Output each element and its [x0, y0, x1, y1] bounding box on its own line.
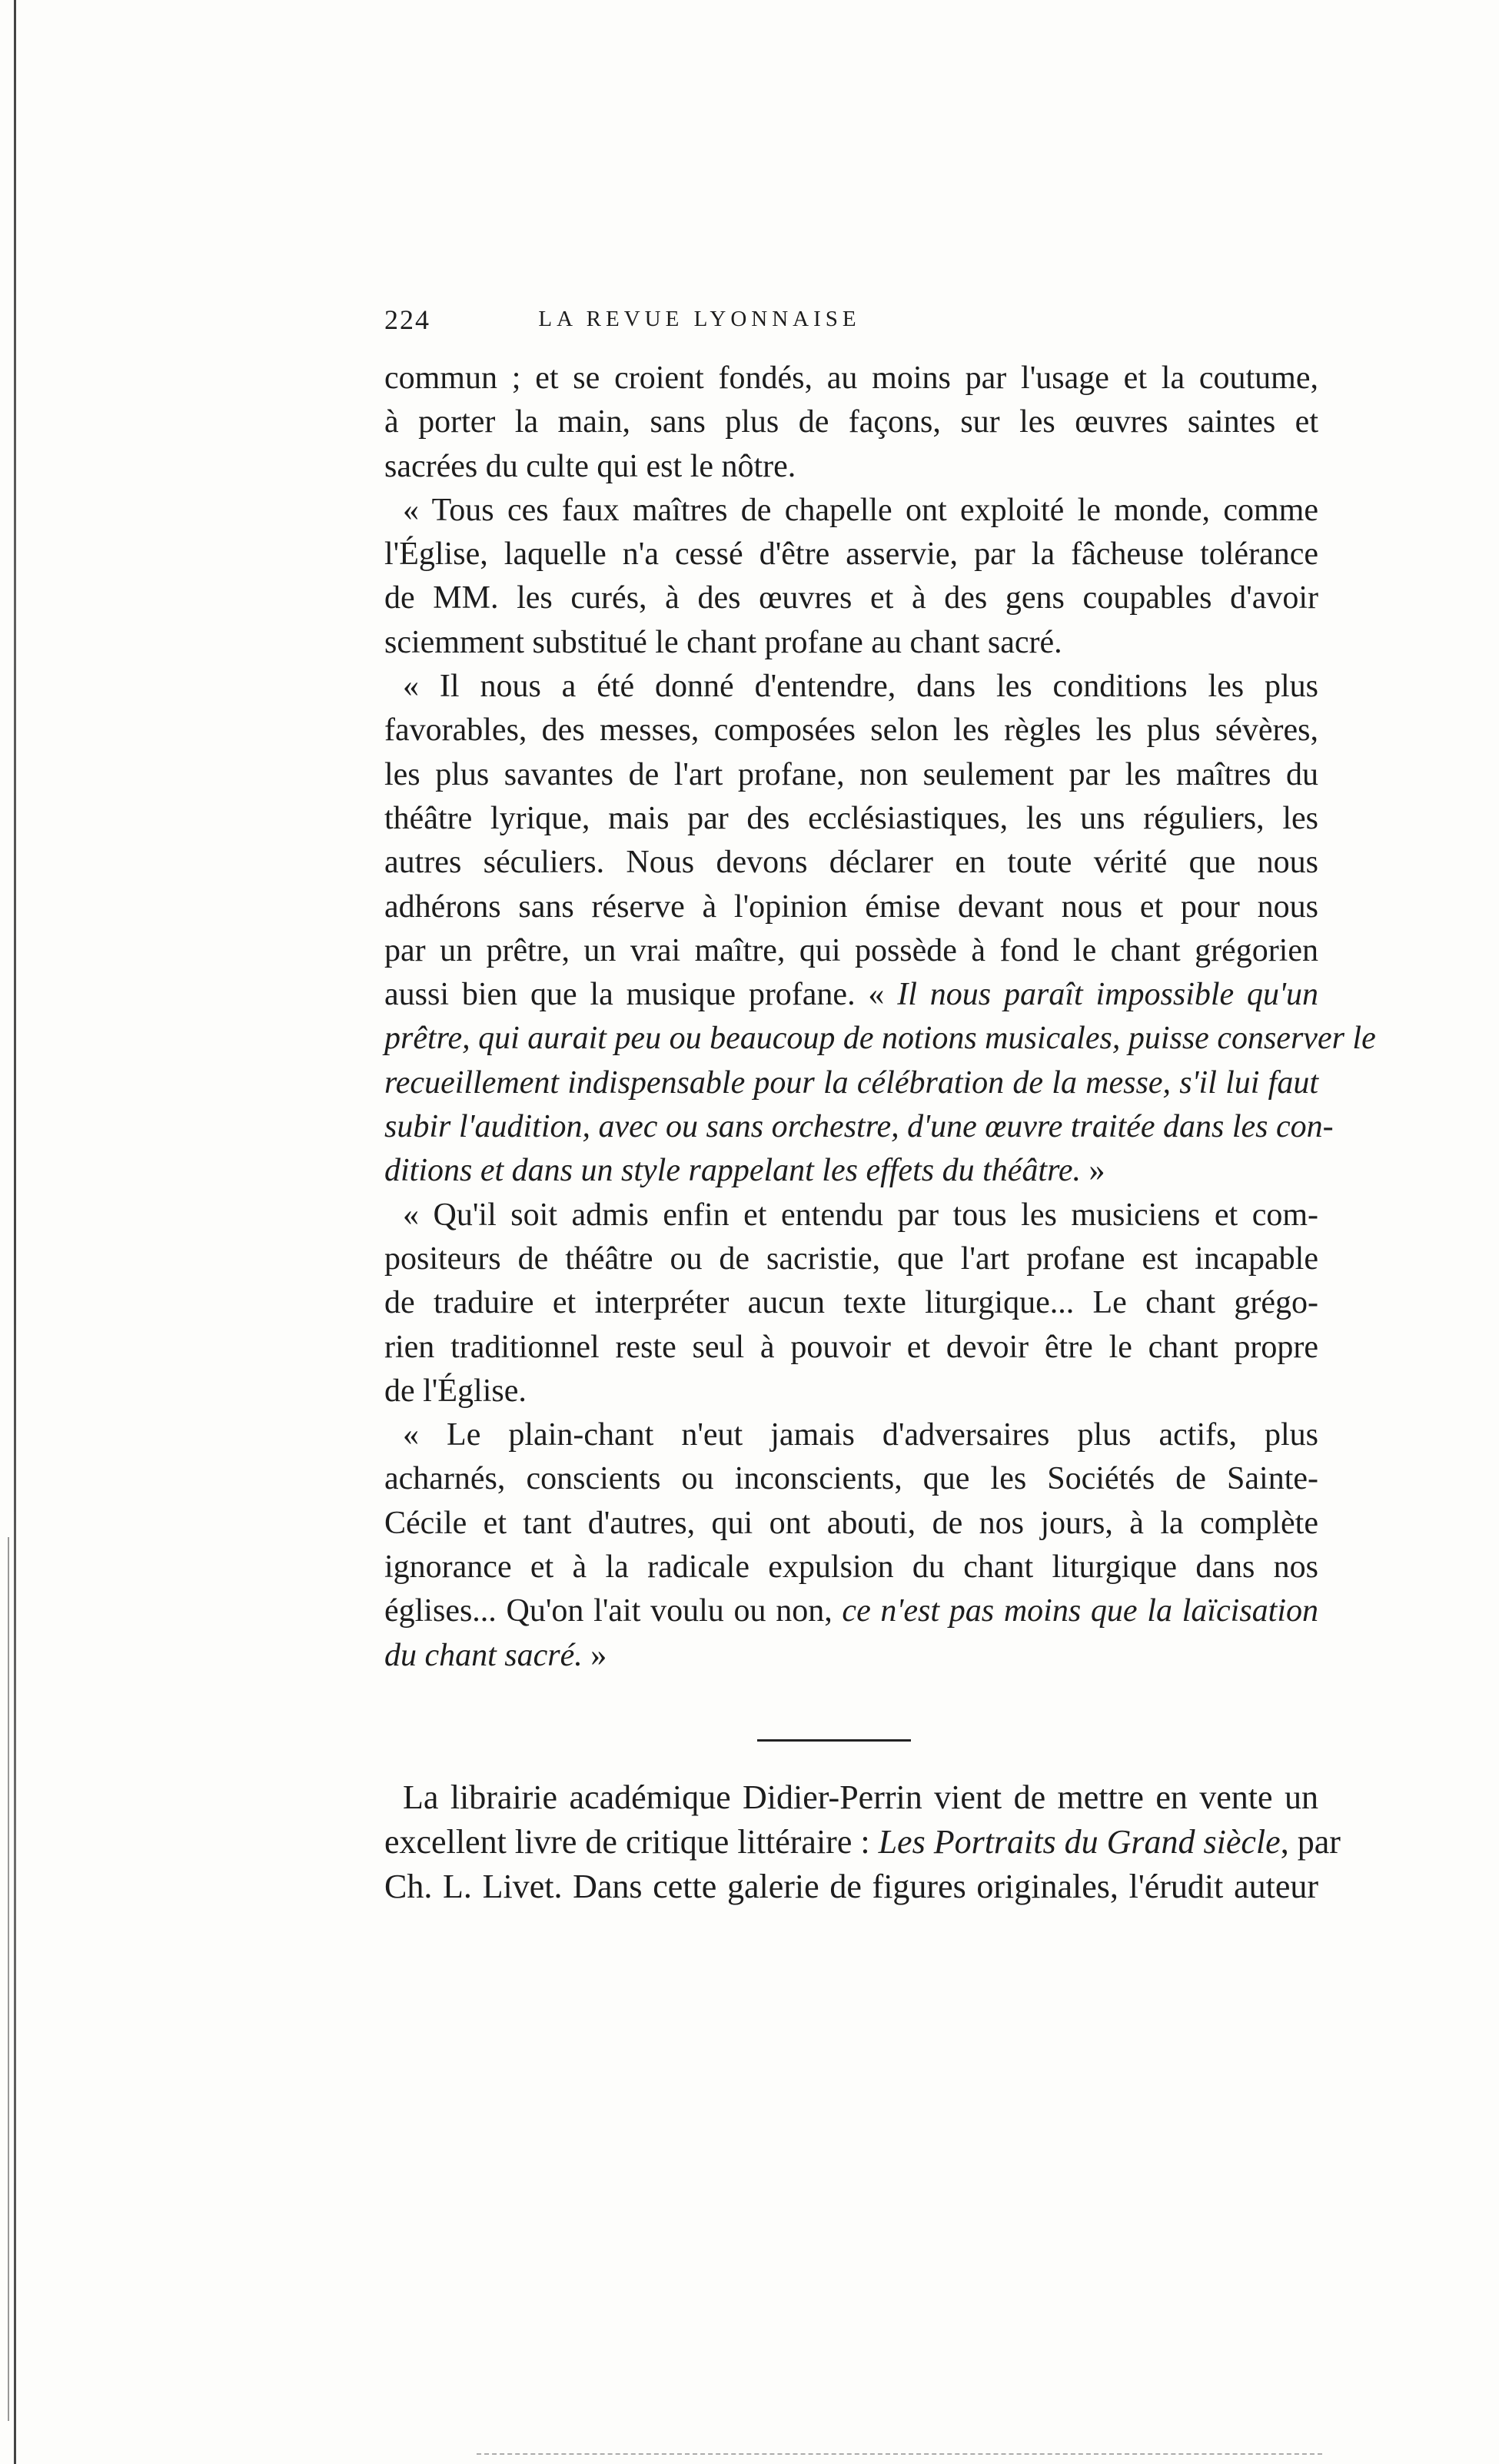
- text-run: sacrées du culte qui est le nôtre.: [384, 448, 796, 484]
- page-number: 224: [384, 304, 430, 335]
- text-line: [384, 357, 1318, 400]
- text-run: « Le plain-chant n'eut jamais d'adversaires plus actifs, plus: [403, 1417, 1318, 1453]
- text-run: autres séculiers. Nous devons déclarer en toute vérité que nous: [384, 845, 1318, 881]
- text-run: positeurs de théâtre ou de sacristie, que l'art profane est incapable: [384, 1240, 1318, 1277]
- text-line: [384, 1149, 1318, 1193]
- text-run: »: [582, 1637, 607, 1673]
- italic-text-run: Les Portraits du Grand siècle: [869, 1823, 1281, 1861]
- italic-text-run: ditions et dans un style rappelant les effets du théâtre.: [384, 1153, 1081, 1189]
- text-run: de l'Église.: [384, 1373, 527, 1409]
- text-line: [384, 1865, 1318, 1909]
- italic-text-run: Il nous paraît impossible qu'un: [884, 977, 1319, 1013]
- text-run: excellent livre de critique littéraire :: [384, 1823, 870, 1861]
- text-line: [384, 533, 1318, 576]
- text-line: [384, 1589, 1318, 1633]
- text-line: [384, 1281, 1318, 1325]
- text-run: Ch. L. Livet. Dans cette galerie de figures originales, l'érudit auteur: [384, 1868, 1318, 1905]
- text-line: [384, 709, 1318, 752]
- text-run: »: [1081, 1153, 1105, 1189]
- text-line: [384, 1237, 1318, 1281]
- text-run: sciemment substitué le chant profane au chant sacré.: [384, 624, 1062, 660]
- text-run: théâtre lyrique, mais par des ecclésiastiques, les uns réguliers, les: [384, 800, 1318, 836]
- section-separator-rule: [757, 1739, 911, 1742]
- text-run: Cécile et tant d'autres, qui ont abouti, de nos jours, à la complète: [384, 1505, 1318, 1541]
- text-line: [384, 841, 1318, 885]
- text-line: [384, 445, 1318, 489]
- text-run: de traduire et interpréter aucun texte liturgique... Le chant grégo-: [384, 1285, 1318, 1321]
- text-run: , par: [1280, 1823, 1341, 1861]
- text-run: acharnés, conscients ou inconscients, que les Sociétés de Sainte-: [384, 1461, 1318, 1497]
- page-header: [384, 304, 1015, 342]
- text-line: [384, 973, 1318, 1017]
- italic-text-run: subir l'audition, avec ou sans orchestre, d'une œuvre traitée dans les con-: [384, 1109, 1334, 1145]
- text-line: [384, 885, 1318, 929]
- text-line: [384, 1457, 1318, 1501]
- text-run: à porter la main, sans plus de façons, sur les œuvres saintes et: [384, 404, 1318, 440]
- italic-text-run: prêtre, qui aurait peu ou beaucoup de notions musicales, puisse conserver le: [384, 1021, 1376, 1057]
- text-line: [384, 621, 1318, 665]
- text-line: [384, 753, 1318, 797]
- text-line: [384, 1370, 1318, 1413]
- text-run: favorables, des messes, composées selon les règles les plus sévères,: [384, 712, 1318, 749]
- scan-bottom-artifact: [477, 2453, 1322, 2456]
- italic-text-run: ce n'est pas moins que la laïcisation: [832, 1593, 1318, 1629]
- text-line: [384, 576, 1318, 620]
- text-run: « Tous ces faux maîtres de chapelle ont exploité le monde, comme: [403, 492, 1318, 528]
- text-line: [384, 1775, 1318, 1820]
- text-line: [384, 1105, 1334, 1149]
- text-run: églises... Qu'on l'ait voulu ou non,: [384, 1593, 833, 1629]
- second-paragraph-block: [384, 1775, 1341, 1909]
- text-line: [384, 929, 1318, 973]
- text-run: de MM. les curés, à des œuvres et à des gens coupables d'avoir: [384, 580, 1318, 616]
- text-line: [384, 1061, 1318, 1105]
- text-line: [384, 1634, 1318, 1678]
- scan-left-edge: [14, 0, 16, 2464]
- text-line: [384, 1326, 1318, 1370]
- text-line: [384, 1820, 1341, 1865]
- text-line: [384, 1546, 1318, 1589]
- text-line: [384, 1502, 1318, 1546]
- text-run: La librairie académique Didier-Perrin vient de mettre en vente un: [403, 1778, 1318, 1816]
- text-run: commun ; et se croient fondés, au moins par l'usage et la coutume,: [384, 360, 1318, 396]
- text-line: [384, 1413, 1318, 1457]
- running-title: LA REVUE LYONNAISE: [538, 307, 861, 331]
- text-line: [384, 797, 1318, 841]
- text-line: [384, 1194, 1318, 1237]
- text-run: adhérons sans réserve à l'opinion émise devant nous et pour nous: [384, 888, 1318, 925]
- text-line: [384, 400, 1318, 444]
- text-line: [384, 665, 1318, 709]
- text-run: l'Église, laquelle n'a cessé d'être asservie, par la fâcheuse tolérance: [384, 536, 1318, 573]
- italic-text-run: recueillement indispensable pour la célébration de la messe, s'il lui faut: [384, 1064, 1318, 1101]
- text-line: [384, 489, 1318, 533]
- text-run: par un prêtre, un vrai maître, qui possède à fond le chant grégorien: [384, 932, 1318, 968]
- scan-left-edge-secondary: [8, 1537, 9, 2421]
- text-run: « Il nous a été donné d'entendre, dans les conditions les plus: [403, 669, 1318, 705]
- italic-text-run: du chant sacré.: [384, 1637, 583, 1673]
- text-run: ignorance et à la radicale expulsion du chant liturgique dans nos: [384, 1549, 1318, 1586]
- text-run: les plus savantes de l'art profane, non seulement par les maîtres du: [384, 756, 1318, 792]
- main-text-block: [384, 357, 1376, 1678]
- text-line: [384, 1017, 1376, 1061]
- text-run: rien traditionnel reste seul à pouvoir et devoir être le chant propre: [384, 1329, 1318, 1365]
- text-run: « Qu'il soit admis enfin et entendu par tous les musiciens et com-: [403, 1197, 1318, 1233]
- text-run: aussi bien que la musique profane. «: [384, 977, 885, 1013]
